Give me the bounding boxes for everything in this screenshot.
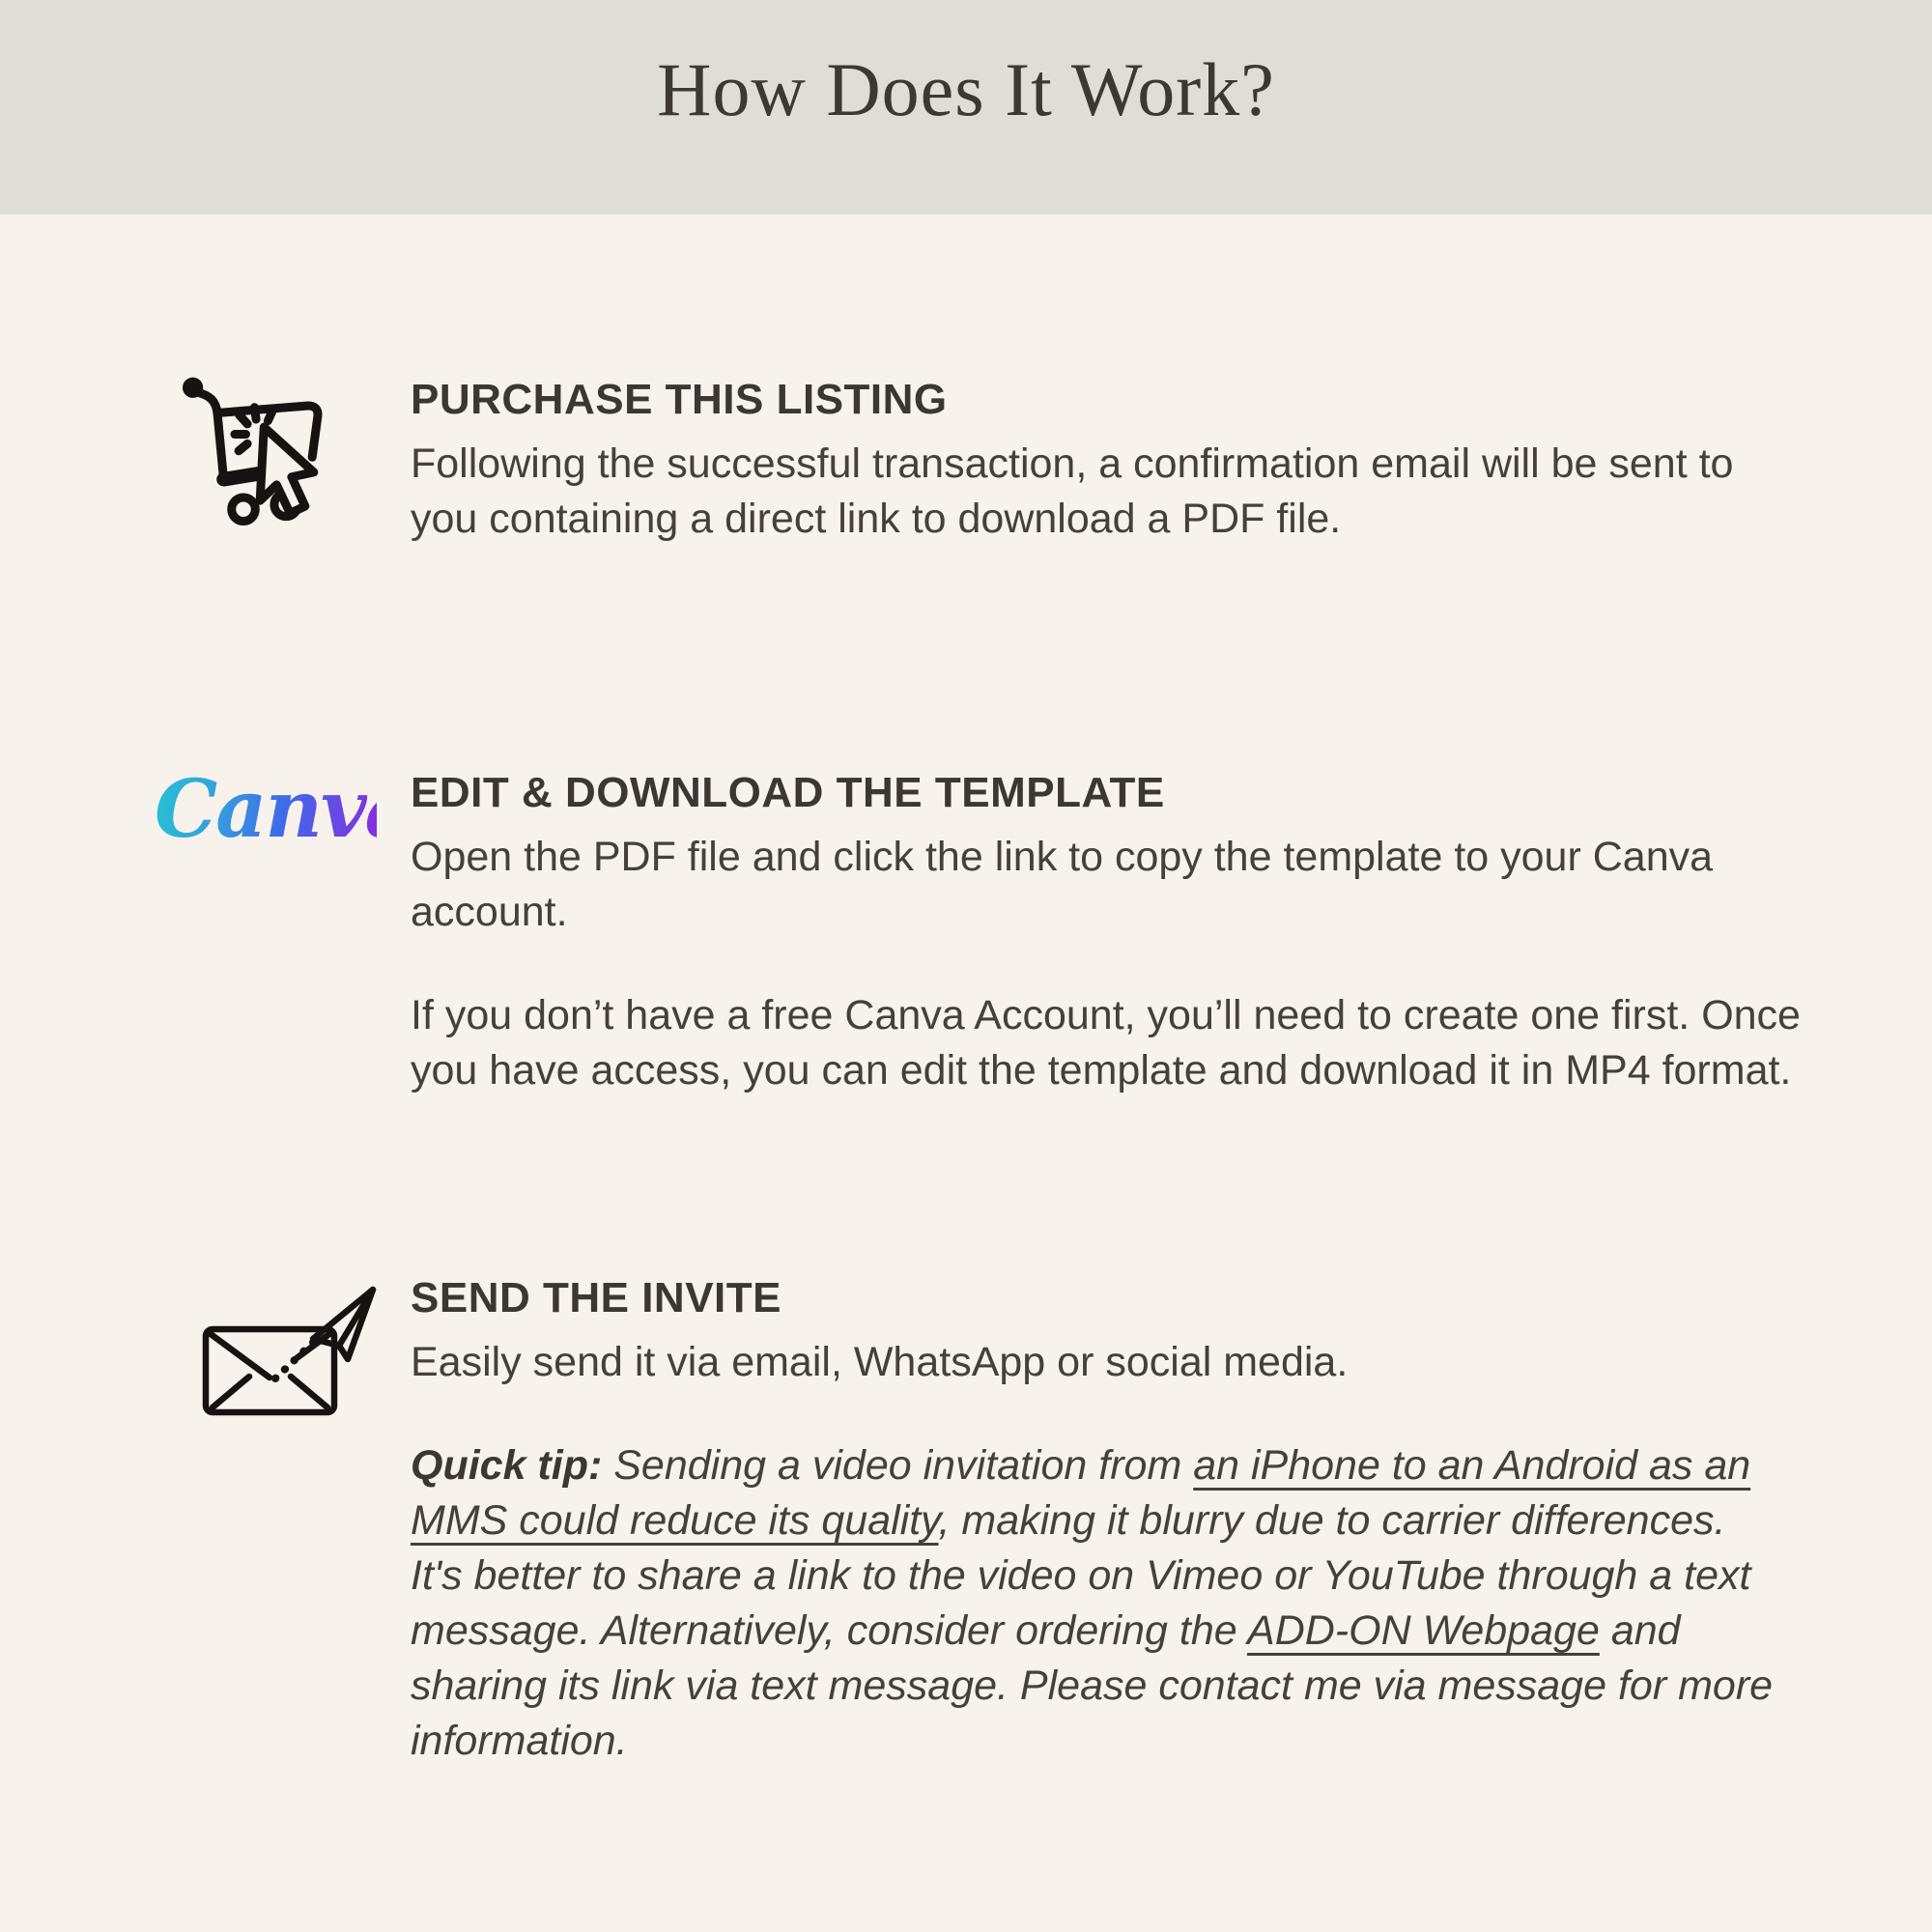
envelope-paper-plane-icon xyxy=(201,1281,381,1420)
step-send-invite xyxy=(411,1273,1811,1769)
quick-tip-text-3: It's better to share a link to the video on Vimeo or YouTube through a text message. Alternatively, consider ordering the xyxy=(411,1552,1751,1654)
header-bar xyxy=(0,0,1932,214)
quick-tip-link-mms-quality[interactable]: an iPhone to an Android as an MMS could reduce its quality xyxy=(411,1442,1751,1544)
quick-tip-label: Quick tip: xyxy=(411,1442,603,1489)
step-send-invite-heading: SEND THE INVITE xyxy=(411,1274,781,1321)
step-send-invite-body: Easily send it via email, WhatsApp or social media. xyxy=(411,1339,1349,1385)
step-purchase xyxy=(411,375,1811,547)
canva-logo-text: Canva xyxy=(155,763,414,856)
quick-tip xyxy=(411,1438,1811,1769)
quick-tip-link-addon-webpage[interactable]: ADD-ON Webpage xyxy=(1247,1607,1600,1654)
step-purchase-body: Following the successful transaction, a confirmation email will be sent to you containing a direct link to download a PDF file. xyxy=(411,440,1734,542)
canva-logo xyxy=(155,761,414,867)
quick-tip-text-1: Sending a video invitation from xyxy=(602,1442,1194,1489)
step-purchase-heading: PURCHASE THIS LISTING xyxy=(411,376,948,423)
shopping-cart-click-icon xyxy=(174,367,348,541)
step-edit-download-body: Open the PDF file and click the link to copy the template to your Canva account. xyxy=(411,834,1714,935)
quick-tip-text-2: , making it blurry due to carrier differences. xyxy=(938,1497,1726,1544)
page-title: How Does It Work? xyxy=(657,47,1275,131)
step-edit-download-heading: EDIT & DOWNLOAD THE TEMPLATE xyxy=(411,769,1165,816)
step-edit-download-body2: If you don’t have a free Canva Account, you’ll need to create one first. Once you have access, you can edit the template and download it in MP4 format. xyxy=(411,992,1801,1094)
step-edit-download xyxy=(411,768,1811,1098)
quick-tip-text-4: and sharing its link via text message. Please contact me via message for more information. xyxy=(411,1607,1774,1764)
